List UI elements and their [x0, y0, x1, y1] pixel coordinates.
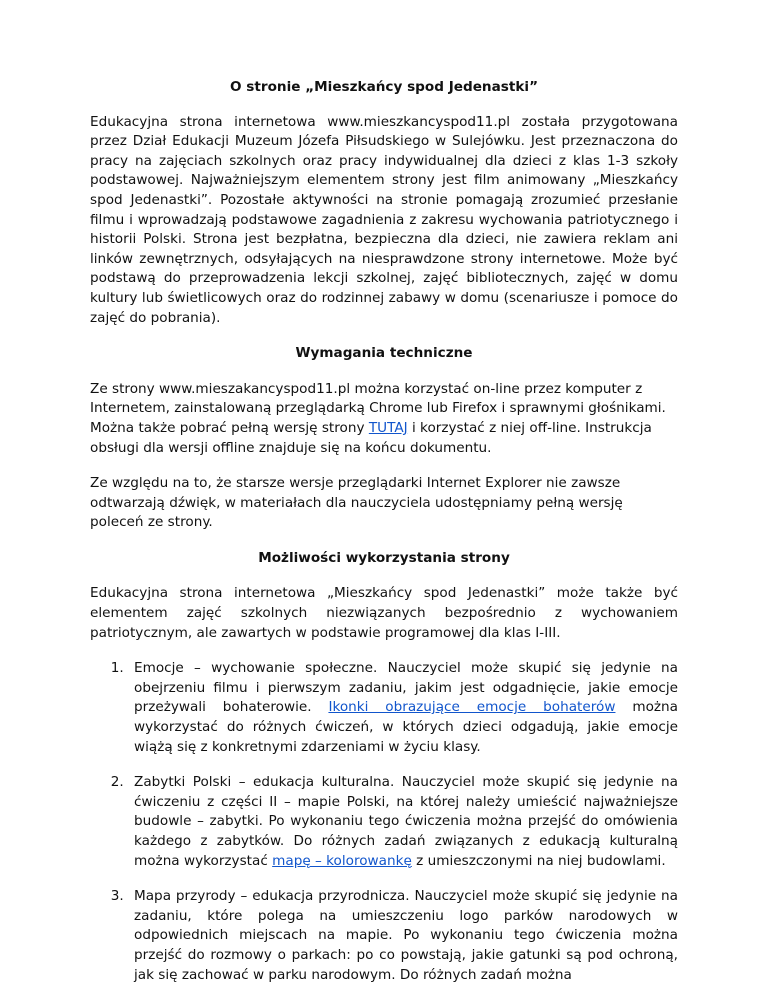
tech-text-after: i korzystać z niej off-line. Instrukcja obsługi dla wersji offline znajduje się na końcu dokumentu.: [90, 419, 652, 456]
tech-text-before: Ze strony www.mieszakancyspod11.pl można korzystać on-line przez komputer z Internetem, zainstalowaną przeglądarką Chrome lub Firefox i sprawnymi głośnikami. Można także pobrać pełną wersję strony: [90, 380, 666, 436]
item-text-after: można wykorzystać do różnych ćwiczeń, w których dzieci odgadują, jakie emocje wiążą się z konkretnymi zdarzeniami w życiu klasy.: [134, 699, 678, 755]
uses-list: [90, 659, 678, 985]
section-heading-uses: Możliwości wykorzystania strony: [258, 549, 510, 566]
tech-paragraph-1: [90, 380, 678, 458]
uses-intro-paragraph: Edukacyjna strona internetowa „Mieszkańcy spod Jedenastki” może także być elementem zajęć szkolnych niezwiązanych bezpośrednio z wychowaniem patriotycznym, ale zawartych w podstawie programowej dla klas I-III.: [90, 585, 678, 641]
section-heading-tech: Wymagania techniczne: [295, 345, 473, 362]
list-item: [128, 887, 678, 985]
tech-paragraph-2: Ze względu na to, że starsze wersje przeglądarki Internet Explorer nie zawsze odtwarzają dźwięk, w materiałach dla nauczyciela udostępniamy pełną wersję poleceń ze strony.: [90, 475, 623, 531]
item-text-after: z umieszczonymi na niej budowlami.: [411, 852, 666, 869]
list-item: [128, 659, 678, 757]
coloring-map-link[interactable]: mapę – kolorowankę: [272, 852, 412, 869]
item-text-before: Mapa przyrody – edukacja przyrodnicza. Nauczyciel może skupić się jedynie na zadaniu, które polega na umieszczeniu logo parków narodowych w odpowiednich miejscach na mapie. Po wykonaniu tego ćwiczenia można przejść do rozmowy o parkach: po co powstają, jakie gatunki są pod ochroną, jak się zachować w parku narodowym. Do różnych zadań można: [134, 888, 678, 983]
download-link[interactable]: TUTAJ: [368, 419, 408, 436]
item-text-before: Zabytki Polski – edukacja kulturalna. Nauczyciel może skupić się jedynie na ćwiczeniu z części II – mapie Polski, na której należy umieścić najważniejsze budowle – zabytki. Po wykonaniu tego ćwiczenia można przejść do omówienia każdego z zabytków. Do różnych zadań związanych z edukacją kulturalną można wykorzystać: [134, 774, 678, 869]
emotions-icons-link[interactable]: Ikonki obrazujące emocje bohaterów: [328, 699, 616, 716]
intro-paragraph: Edukacyjna strona internetowa www.mieszkancyspod11.pl została przygotowana przez Dział Edukacji Muzeum Józefa Piłsudskiego w Sulejówku. Jest przeznaczona do pracy na zajęciach szkolnych oraz pracy indywidualnej dla dzieci z klas 1-3 szkoły podstawowej. Najważniejszym elementem strony jest film animowany „Mieszkańcy spod Jedenastki”. Pozostałe aktywności na stronie pomagają zrozumieć przesłanie filmu i wprowadzają podstawowe zagadnienia z zakresu wychowania patriotycznego i historii Polski. Strona jest bezpłatna, bezpieczna dla dzieci, nie zawiera reklam ani linków zewnętrznych, odsyłających na niesprawdzone strony internetowe. Może być podstawą do przeprowadzenia lekcji szkolnej, zajęć bibliotecznych, zajęć w domu kultury lub świetlicowych oraz do rodzinnej zabawy w domu (scenariusze i pomoce do zajęć do pobrania).: [90, 113, 678, 326]
item-text-before: Emocje – wychowanie społeczne. Nauczyciel może skupić się jedynie na obejrzeniu filmu i pierwszym zadaniu, jakim jest odgadnięcie, jakie emocje przeżywali bohaterowie.: [134, 660, 678, 716]
list-item: [128, 773, 678, 871]
page-title: O stronie „Mieszkańcy spod Jedenastki”: [229, 79, 539, 95]
